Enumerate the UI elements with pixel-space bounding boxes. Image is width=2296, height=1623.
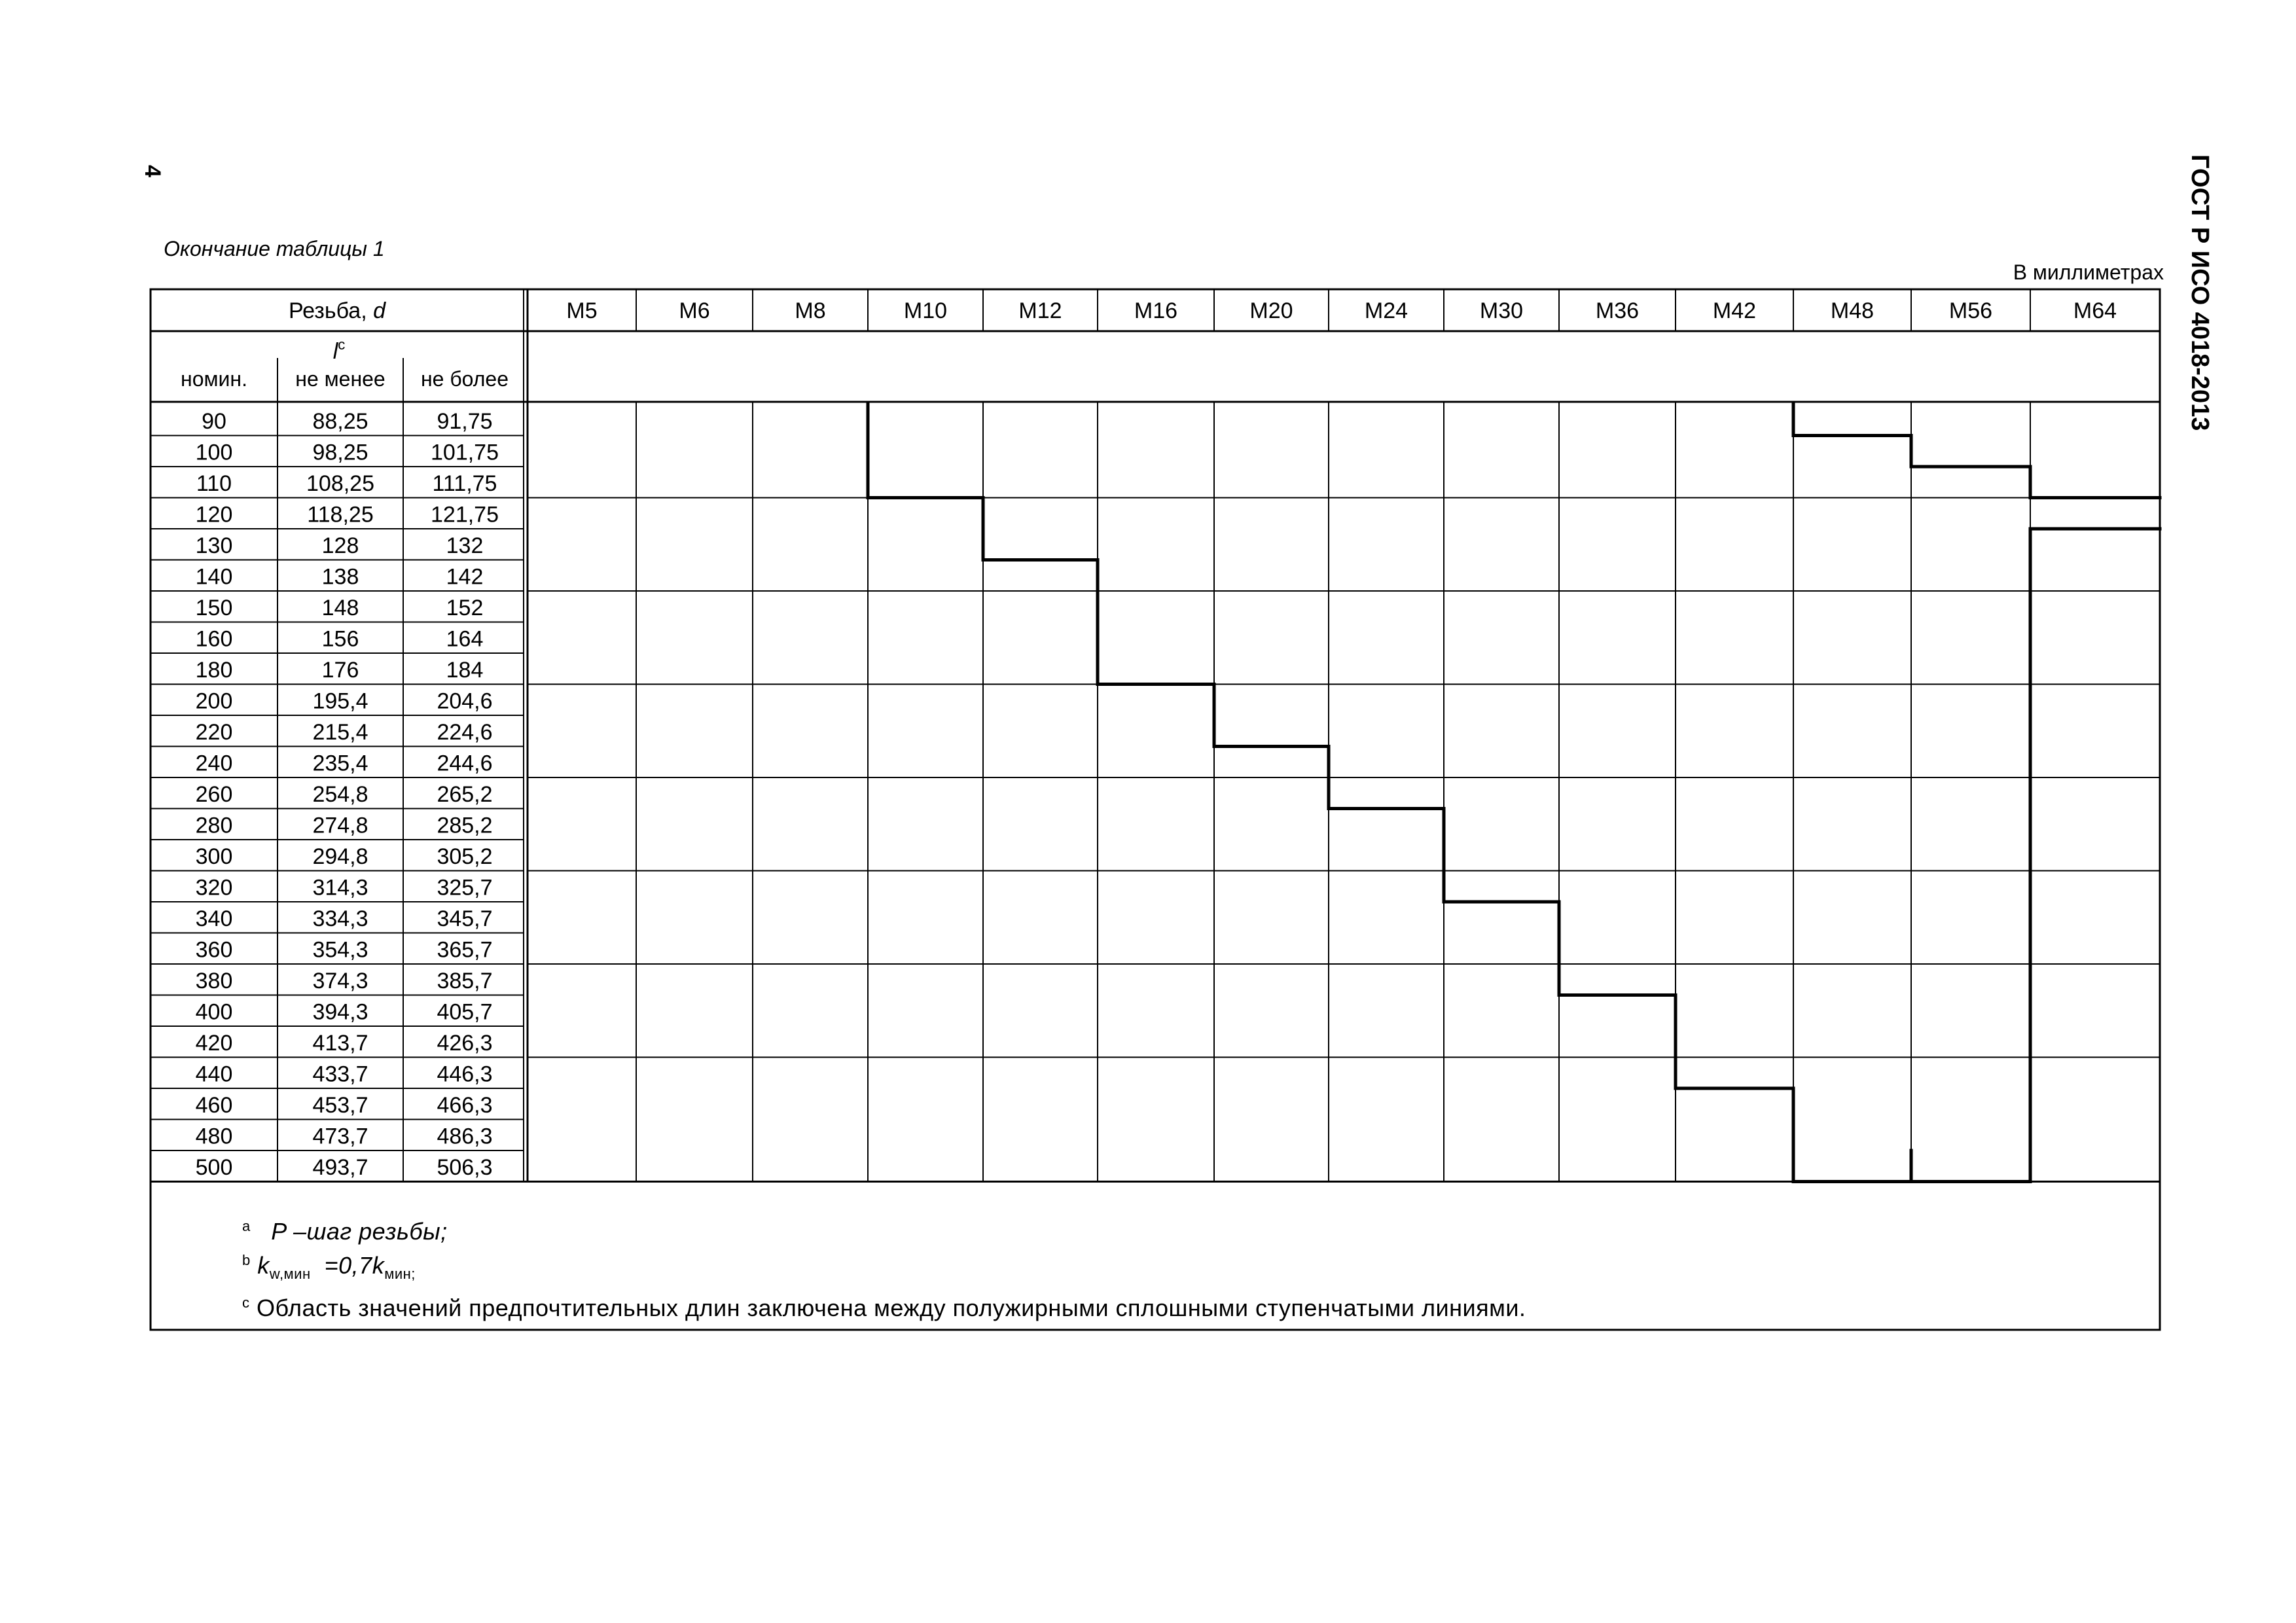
nominal-value: 140: [195, 564, 233, 590]
thread-size-m64: M64: [2073, 298, 2117, 323]
footnote-c-text: Область значений предпочтительных длин заключена между полужирными сплошными ступенчатыми линиями.: [257, 1294, 1526, 1322]
nominal-value: 150: [195, 596, 233, 621]
thread-size-m8: M8: [795, 298, 826, 323]
max-value: 305,2: [437, 844, 493, 870]
thread-size-m36: M36: [1595, 298, 1640, 323]
min-value: 195,4: [312, 688, 368, 714]
min-value: 473,7: [312, 1124, 368, 1149]
max-value: 285,2: [437, 813, 493, 838]
nominal-value: 360: [195, 937, 233, 963]
min-value: 176: [321, 658, 359, 683]
nominal-value: 260: [195, 782, 233, 808]
min-value: 88,25: [312, 409, 368, 435]
max-value: 164: [446, 626, 484, 652]
thread-size-m30: M30: [1479, 298, 1524, 323]
nominal-value: 300: [195, 844, 233, 870]
thread-size-m20: M20: [1249, 298, 1293, 323]
footnote-b-k2: k: [372, 1252, 385, 1279]
max-value: 265,2: [437, 782, 493, 808]
footnote-b: [242, 1246, 1526, 1289]
max-value: 101,75: [431, 440, 499, 465]
thread-size-m42: M42: [1712, 298, 1757, 323]
footnote-b-mark: b: [242, 1252, 251, 1268]
thread-size-m56: M56: [1948, 298, 1993, 323]
min-value: 274,8: [312, 813, 368, 838]
min-value: 254,8: [312, 782, 368, 808]
max-value: 152: [446, 596, 484, 621]
max-value: 426,3: [437, 1031, 493, 1056]
max-value: 345,7: [437, 906, 493, 932]
min-value: 138: [321, 564, 359, 590]
nominal-value: 130: [195, 533, 233, 559]
page-number: 4: [140, 165, 165, 177]
max-value: 466,3: [437, 1093, 493, 1118]
nominal-value: 320: [195, 875, 233, 901]
min-value: 148: [321, 596, 359, 621]
max-value: 91,75: [437, 409, 493, 435]
document-code: ГОСТ Р ИСО 4018-2013: [2186, 154, 2214, 431]
min-value: 118,25: [307, 502, 374, 527]
min-value: 215,4: [312, 720, 368, 745]
max-value: 385,7: [437, 969, 493, 994]
min-value: 294,8: [312, 844, 368, 870]
nominal-value: 500: [195, 1155, 233, 1181]
footnote-b-sub1: w,мин: [269, 1266, 311, 1283]
min-value: 413,7: [312, 1031, 368, 1056]
nominal-value: 400: [195, 999, 233, 1025]
thread-size-m12: M12: [1018, 298, 1062, 323]
min-value: 493,7: [312, 1155, 368, 1181]
min-value: 98,25: [312, 440, 368, 465]
max-value: 446,3: [437, 1061, 493, 1087]
min-value: 108,25: [306, 471, 374, 497]
footnote-c-mark: c: [242, 1294, 250, 1311]
nominal-value: 220: [195, 720, 233, 745]
max-value: 184: [446, 658, 484, 683]
max-value: 244,6: [437, 751, 493, 776]
footnotes: [242, 1212, 1526, 1323]
min-value: 354,3: [312, 937, 368, 963]
table-caption: Окончание таблицы 1: [164, 237, 385, 260]
nominal-value: 240: [195, 751, 233, 776]
thread-size-m24: M24: [1364, 298, 1408, 323]
nominal-value: 480: [195, 1124, 233, 1149]
nominal-value: 180: [195, 658, 233, 683]
units-label: В миллиметрах: [2013, 260, 2164, 284]
nominal-value: 90: [202, 409, 226, 435]
nominal-value: 160: [195, 626, 233, 652]
max-value: 405,7: [437, 999, 493, 1025]
thread-size-m16: M16: [1134, 298, 1178, 323]
max-value: 365,7: [437, 937, 493, 963]
max-value: 132: [446, 533, 484, 559]
thread-size-m5: M5: [566, 298, 598, 323]
min-value: 433,7: [312, 1061, 368, 1087]
max-value: 224,6: [437, 720, 493, 745]
max-value: 506,3: [437, 1155, 493, 1181]
nominal-value: 110: [196, 471, 232, 497]
nominal-header: номин.: [181, 367, 247, 391]
footnote-a-mark: a: [242, 1218, 251, 1234]
not-more-header: не более: [420, 367, 509, 391]
thread-size-m6: M6: [679, 298, 710, 323]
min-value: 156: [321, 626, 359, 652]
max-value: 111,75: [432, 471, 497, 497]
footnote-a: [242, 1212, 1526, 1246]
nominal-value: 120: [195, 502, 233, 527]
thread-size-m10: M10: [903, 298, 948, 323]
l-header: $l^c$: [332, 336, 346, 364]
footnote-a-text: P –шаг резьбы;: [271, 1218, 448, 1245]
thread-size-m48: M48: [1830, 298, 1874, 323]
min-value: 453,7: [312, 1093, 368, 1118]
max-value: 325,7: [437, 875, 493, 901]
footnote-b-sub2: мин;: [384, 1266, 416, 1283]
min-value: 128: [321, 533, 359, 559]
min-value: 374,3: [312, 969, 368, 994]
min-value: 314,3: [312, 875, 368, 901]
nominal-value: 340: [195, 906, 233, 932]
min-value: 394,3: [312, 999, 368, 1025]
min-value: 235,4: [312, 751, 368, 776]
min-value: 334,3: [312, 906, 368, 932]
max-value: 204,6: [437, 688, 493, 714]
nominal-value: 440: [195, 1061, 233, 1087]
not-less-header: не менее: [295, 367, 386, 391]
nominal-value: 420: [195, 1031, 233, 1056]
footnote-b-mid: =0,7: [310, 1252, 372, 1279]
nominal-value: 280: [195, 813, 233, 838]
max-value: 121,75: [431, 502, 499, 527]
max-value: 142: [446, 564, 484, 590]
thread-header: Резьба, d: [288, 298, 386, 323]
nominal-value: 100: [195, 440, 233, 465]
footnote-b-k1: k: [257, 1252, 270, 1279]
max-value: 486,3: [437, 1124, 493, 1149]
footnote-c: [242, 1289, 1526, 1323]
nominal-value: 380: [195, 969, 233, 994]
nominal-value: 200: [195, 688, 233, 714]
nominal-value: 460: [195, 1093, 233, 1118]
